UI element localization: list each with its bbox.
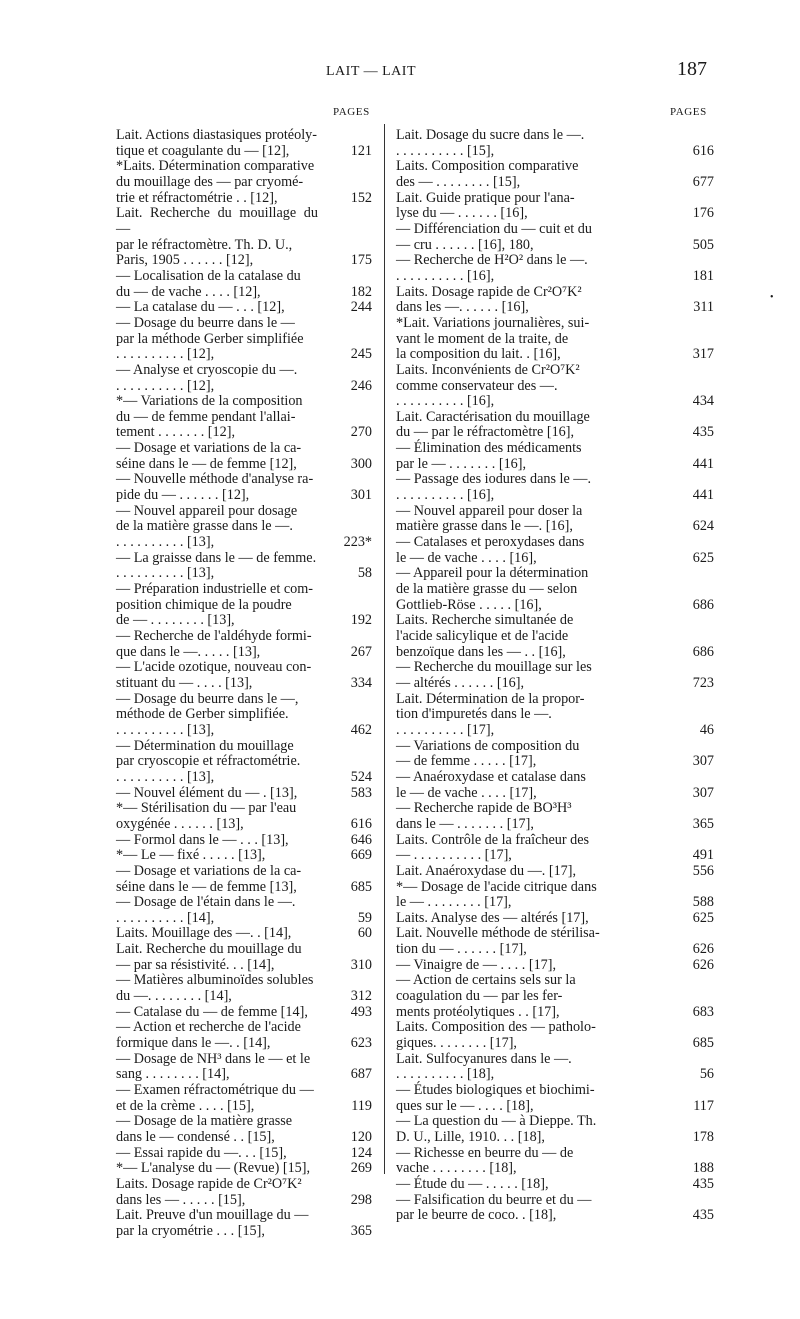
entry-page-number: 188 bbox=[692, 1160, 714, 1177]
index-entry bbox=[116, 864, 372, 895]
index-entry bbox=[396, 535, 714, 566]
entry-text: Lait. Dosage du sucre dans le —. . . . . . . . . . . [15], bbox=[396, 127, 585, 159]
index-column-left bbox=[116, 128, 372, 1240]
entry-page-number: 120 bbox=[350, 1129, 372, 1145]
entry-page-number: 687 bbox=[350, 1066, 372, 1083]
index-entry bbox=[116, 582, 372, 629]
index-entry bbox=[116, 1020, 372, 1051]
entry-page-number: 175 bbox=[350, 252, 372, 269]
entry-page-number: 121 bbox=[350, 142, 372, 159]
entry-text: — Étude du — . . . . . [18], bbox=[396, 1175, 549, 1192]
index-entry bbox=[116, 206, 372, 269]
entry-page-number: 267 bbox=[350, 643, 372, 660]
entry-page-number: 588 bbox=[692, 894, 714, 911]
entry-text: Laits. Recherche simultanée de l'acide salicylique et de l'acide benzoïque dans les — . . [16], bbox=[396, 612, 574, 660]
entry-page-number: 685 bbox=[692, 1035, 714, 1052]
entry-text: — Recherche du mouillage sur les — altérés . . . . . . [16], bbox=[396, 659, 592, 691]
index-entry bbox=[396, 660, 714, 691]
entry-text: *— Le — fixé . . . . . [13], bbox=[116, 847, 266, 864]
entry-page-number: 334 bbox=[350, 674, 372, 691]
index-entry bbox=[396, 801, 714, 832]
index-entry bbox=[396, 692, 714, 739]
index-entry bbox=[116, 441, 372, 472]
entry-text: Laits. Mouillage des —. . [14], bbox=[116, 925, 292, 942]
entry-page-number: 181 bbox=[692, 267, 714, 284]
entry-text: — Analyse et cryoscopie du —. . . . . . . . . . . [12], bbox=[116, 361, 298, 394]
entry-page-number: 683 bbox=[692, 1003, 714, 1020]
entry-page-number: 311 bbox=[693, 299, 714, 316]
entry-text: — Dosage et variations de la ca- séine dans le — de femme [13], bbox=[116, 862, 302, 895]
entry-text: — La graisse dans le — de femme. . . . . . . . . . . [13], bbox=[116, 549, 317, 582]
entry-page-number: 58 bbox=[357, 565, 372, 582]
entry-text: — Dosage de NH³ dans le — et le sang . . . . . . . . [14], bbox=[116, 1050, 311, 1083]
entry-page-number: 59 bbox=[357, 909, 372, 926]
entry-page-number: 176 bbox=[692, 205, 714, 222]
entry-page-number: 624 bbox=[692, 518, 714, 535]
entry-text: Laits. Composition des — patholo- giques. . . . . . . . [17], bbox=[396, 1019, 596, 1052]
entry-text: Laits. Composition comparative des — . . . . . . . . [15], bbox=[396, 158, 579, 190]
entry-text: — Richesse en beurre du — de vache . . . . . . . . [18], bbox=[396, 1144, 574, 1177]
entry-page-number: 616 bbox=[692, 142, 714, 159]
index-entry bbox=[116, 1146, 372, 1162]
index-entry bbox=[116, 1161, 372, 1177]
entry-page-number: 307 bbox=[692, 753, 714, 770]
index-entry bbox=[116, 316, 372, 363]
entry-page-number: 505 bbox=[692, 236, 714, 253]
entry-text: — Dosage et variations de la ca- séine dans le — de femme [12], bbox=[116, 440, 302, 472]
index-entry bbox=[396, 613, 714, 660]
entry-page-number: 124 bbox=[350, 1144, 372, 1161]
entry-page-number: 524 bbox=[350, 768, 372, 785]
entry-page-number: 625 bbox=[692, 909, 714, 926]
entry-text: *Lait. Variations journalières, sui- vant le moment de la traite, de la composition du lait. . [16], bbox=[396, 314, 590, 363]
index-entry bbox=[116, 942, 372, 973]
index-entry bbox=[396, 566, 714, 613]
entry-text: — La catalase du — . . . [12], bbox=[116, 299, 285, 316]
entry-page-number: 312 bbox=[350, 988, 372, 1005]
entry-page-number: 626 bbox=[692, 941, 714, 958]
index-entry bbox=[116, 1005, 372, 1021]
entry-text: Laits. Dosage rapide de Cr²O⁷K² dans les —. . . . . . [16], bbox=[396, 283, 582, 316]
entry-text: — Dosage du beurre dans le —, méthode de Gerber simplifiée. . . . . . . . . . . [13], bbox=[116, 690, 299, 738]
entry-text: Lait. Recherche du mouillage du — par sa résistivité. . . [14], bbox=[116, 941, 302, 973]
entry-page-number: 300 bbox=[350, 455, 372, 472]
running-title: LAIT — LAIT bbox=[326, 64, 416, 79]
running-header bbox=[0, 58, 800, 86]
index-entry bbox=[116, 786, 372, 802]
stray-mark: • bbox=[770, 292, 774, 303]
entry-text: Laits. Analyse des — altérés [17], bbox=[396, 909, 589, 926]
entry-page-number: 307 bbox=[692, 784, 714, 801]
entry-page-number: 556 bbox=[692, 862, 714, 879]
entry-page-number: 223* bbox=[343, 534, 372, 551]
entry-text: — Formol dans le — . . . [13], bbox=[116, 831, 289, 848]
entry-page-number: 685 bbox=[350, 878, 372, 895]
entry-page-number: 317 bbox=[692, 346, 714, 363]
entry-text: *— Dosage de l'acide citrique dans le — . . . . . . . . [17], bbox=[396, 878, 597, 911]
index-entry bbox=[396, 770, 714, 801]
entry-text: — Élimination des médicaments par le — . . . . . . . [16], bbox=[396, 440, 582, 472]
index-entry bbox=[116, 1114, 372, 1145]
index-entry bbox=[396, 973, 714, 1020]
index-entry bbox=[396, 958, 714, 974]
pages-column-header-right: PAGES bbox=[670, 106, 707, 118]
entry-text: — Recherche rapide de BO³H³ dans le — . . . . . . . [17], bbox=[396, 800, 572, 832]
entry-page-number: 623 bbox=[350, 1035, 372, 1052]
entry-text: Lait. Détermination de la propor- tion d'impuretés dans le —. . . . . . . . . . . [17], bbox=[396, 690, 585, 738]
entry-page-number: 182 bbox=[350, 283, 372, 300]
entry-text: — Catalase du — de femme [14], bbox=[116, 1003, 308, 1020]
index-entry bbox=[396, 739, 714, 770]
index-entry bbox=[396, 926, 714, 957]
index-entry bbox=[396, 191, 714, 222]
entry-page-number: 625 bbox=[692, 549, 714, 566]
pages-column-header-left: PAGES bbox=[333, 106, 370, 118]
entry-text: — Recherche de l'aldéhyde formi- que dans le —. . . . . [13], bbox=[116, 628, 312, 660]
entry-text: — Nouvel élément du — . [13], bbox=[116, 784, 298, 801]
entry-text: — Préparation industrielle et com- position chimique de la poudre de — . . . . . . . . [13], bbox=[116, 581, 313, 629]
index-entry bbox=[116, 1177, 372, 1208]
index-entry bbox=[396, 253, 714, 284]
entry-page-number: 269 bbox=[350, 1160, 372, 1177]
entry-text: Lait. Caractérisation du mouillage du — par le réfractomètre [16], bbox=[396, 408, 590, 441]
entry-text: Lait. Actions diastasiques protéoly- tique et coagulante du — [12], bbox=[116, 127, 317, 159]
page-number: 187 bbox=[677, 58, 707, 80]
entry-page-number: 270 bbox=[350, 424, 372, 441]
entry-text: — La question du — à Dieppe. Th. D. U., Lille, 1910. . . [18], bbox=[396, 1113, 597, 1145]
entry-page-number: 298 bbox=[350, 1191, 372, 1208]
entry-page-number: 583 bbox=[350, 784, 372, 801]
entry-page-number: 435 bbox=[692, 424, 714, 441]
index-entry bbox=[116, 551, 372, 582]
index-entry bbox=[396, 911, 714, 927]
entry-page-number: 441 bbox=[692, 487, 714, 504]
entry-page-number: 245 bbox=[350, 346, 372, 363]
index-entry bbox=[116, 629, 372, 660]
entry-text: Laits. Dosage rapide de Cr²O⁷K² dans les — . . . . . [15], bbox=[116, 1175, 302, 1208]
entry-page-number: 677 bbox=[692, 173, 714, 190]
entry-text: — Falsification du beurre et du — par le beurre de coco. . [18], bbox=[396, 1191, 592, 1224]
index-entry bbox=[116, 848, 372, 864]
index-entry bbox=[396, 128, 714, 159]
index-entry bbox=[116, 895, 372, 926]
index-entry bbox=[396, 880, 714, 911]
entry-text: Lait. Nouvelle méthode de stérilisa- tion du — . . . . . . [17], bbox=[396, 925, 600, 958]
index-entry bbox=[116, 472, 372, 503]
entry-text: — Catalases et peroxydases dans le — de vache . . . . [16], bbox=[396, 534, 585, 566]
index-entry bbox=[116, 269, 372, 300]
entry-text: — Vinaigre de — . . . . [17], bbox=[396, 956, 557, 973]
entry-text: Lait. Guide pratique pour l'ana- lyse du — . . . . . . [16], bbox=[396, 189, 575, 222]
entry-text: *— Stérilisation du — par l'eau oxygénée . . . . . . [13], bbox=[116, 800, 297, 832]
index-entry bbox=[116, 394, 372, 441]
index-entry bbox=[116, 692, 372, 739]
entry-page-number: 310 bbox=[350, 956, 372, 973]
entry-page-number: 152 bbox=[350, 189, 372, 206]
entry-page-number: 178 bbox=[692, 1129, 714, 1145]
entry-page-number: 435 bbox=[692, 1175, 714, 1192]
entry-text: — Passage des iodures dans le —. . . . . . . . . . . [16], bbox=[396, 471, 592, 504]
entry-page-number: 246 bbox=[350, 377, 372, 394]
entry-text: — Détermination du mouillage par cryoscopie et réfractométrie. . . . . . . . . . . [13], bbox=[116, 737, 301, 785]
index-entry bbox=[396, 833, 714, 864]
index-entry bbox=[396, 441, 714, 472]
entry-page-number: 626 bbox=[692, 956, 714, 973]
index-entry bbox=[116, 926, 372, 942]
index-entry bbox=[116, 504, 372, 551]
entry-page-number: 441 bbox=[692, 455, 714, 472]
entry-page-number: 117 bbox=[693, 1097, 714, 1114]
index-entry bbox=[116, 739, 372, 786]
entry-text: — Dosage du beurre dans le — par la méthode Gerber simplifiée . . . . . . . . . . [12], bbox=[116, 314, 304, 363]
entry-page-number: 686 bbox=[692, 596, 714, 613]
entry-page-number: 491 bbox=[692, 847, 714, 864]
index-entry bbox=[396, 1114, 714, 1145]
entry-page-number: 462 bbox=[350, 721, 372, 738]
index-entry bbox=[396, 363, 714, 410]
entry-text: — L'acide ozotique, nouveau con- stituant du — . . . . [13], bbox=[116, 659, 312, 691]
entry-text: Lait. Anaéroxydase du —. [17], bbox=[396, 862, 577, 879]
entry-text: *— Variations de la composition du — de femme pendant l'allai- tement . . . . . . . [12], bbox=[116, 393, 303, 441]
entry-text: Laits. Contrôle de la fraîcheur des — . . . . . . . . . . [17], bbox=[396, 831, 590, 864]
index-entry bbox=[396, 1083, 714, 1114]
index-column-right bbox=[396, 128, 714, 1224]
index-entry bbox=[396, 1146, 714, 1177]
index-entry bbox=[396, 1193, 714, 1224]
entry-page-number: 244 bbox=[350, 299, 372, 316]
index-entry bbox=[116, 973, 372, 1004]
index-entry bbox=[396, 285, 714, 316]
entry-page-number: 686 bbox=[692, 643, 714, 660]
entry-text: — Nouvelle méthode d'analyse ra- pide du — . . . . . . [12], bbox=[116, 471, 314, 504]
entry-page-number: 56 bbox=[699, 1066, 714, 1083]
entry-page-number: 669 bbox=[350, 847, 372, 864]
entry-text: — Localisation de la catalase du du — de vache . . . . [12], bbox=[116, 267, 301, 300]
entry-page-number: 616 bbox=[350, 815, 372, 832]
entry-page-number: 435 bbox=[692, 1207, 714, 1224]
index-entry bbox=[116, 159, 372, 206]
entry-page-number: 192 bbox=[350, 612, 372, 629]
index-entry bbox=[116, 833, 372, 849]
entry-text: — Matières albuminoïdes solubles du —. . . . . . . . [14], bbox=[116, 972, 314, 1005]
entry-page-number: 60 bbox=[357, 925, 372, 942]
entry-text: Lait. Recherche du mouillage du — par le réfractomètre. Th. D. U., Paris, 1905 . . . . . . [12], bbox=[116, 205, 318, 269]
entry-page-number: 46 bbox=[699, 721, 714, 738]
entry-text: — Nouvel appareil pour dosage de la matière grasse dans le —. . . . . . . . . . . [13], bbox=[116, 502, 298, 551]
index-entry bbox=[396, 410, 714, 441]
entry-page-number: 723 bbox=[692, 674, 714, 691]
entry-text: — Action et recherche de l'acide formique dans le —. . [14], bbox=[116, 1019, 301, 1052]
index-entry bbox=[116, 660, 372, 691]
index-entry bbox=[396, 1052, 714, 1083]
entry-page-number: 646 bbox=[350, 831, 372, 848]
column-divider bbox=[384, 124, 385, 1174]
index-entry bbox=[396, 222, 714, 253]
entry-page-number: 493 bbox=[350, 1003, 372, 1020]
index-entry bbox=[396, 472, 714, 503]
entry-text: — Nouvel appareil pour doser la matière grasse dans le —. [16], bbox=[396, 502, 583, 535]
entry-text: — Recherche de H²O² dans le —. . . . . . . . . . . [16], bbox=[396, 252, 588, 284]
entry-text: *— L'analyse du — (Revue) [15], bbox=[116, 1160, 311, 1177]
entry-text: — Appareil pour la détermination de la matière grasse du — selon Gottlieb-Röse . . . . . [16], bbox=[396, 565, 589, 613]
entry-page-number: 434 bbox=[692, 393, 714, 410]
index-entry bbox=[396, 504, 714, 535]
index-entry bbox=[116, 300, 372, 316]
index-entry bbox=[116, 1083, 372, 1114]
entry-page-number: 119 bbox=[351, 1097, 372, 1114]
index-entry bbox=[116, 363, 372, 394]
entry-text: Lait. Sulfocyanures dans le —. . . . . . . . . . . [18], bbox=[396, 1050, 572, 1083]
entry-page-number: 365 bbox=[350, 1222, 372, 1239]
entry-page-number: 301 bbox=[350, 487, 372, 504]
entry-text: Lait. Preuve d'un mouillage du — par la cryométrie . . . [15], bbox=[116, 1207, 309, 1239]
index-entry bbox=[396, 864, 714, 880]
entry-text: — Examen réfractométrique du — et de la crème . . . . [15], bbox=[116, 1082, 314, 1114]
index-entry bbox=[116, 1052, 372, 1083]
entry-text: — Anaéroxydase et catalase dans le — de vache . . . . [17], bbox=[396, 768, 586, 801]
entry-text: — Essai rapide du —. . . [15], bbox=[116, 1144, 287, 1161]
entry-text: *Laits. Détermination comparative du mouillage des — par cryomé- trie et réfractométrie . . [12], bbox=[116, 158, 315, 206]
index-entry bbox=[396, 1177, 714, 1193]
entry-page-number: 365 bbox=[692, 815, 714, 832]
entry-text: — Variations de composition du — de femme . . . . . [17], bbox=[396, 737, 580, 770]
index-entry bbox=[396, 1020, 714, 1051]
index-entry bbox=[396, 159, 714, 190]
index-entry bbox=[396, 316, 714, 363]
index-entry bbox=[116, 128, 372, 159]
entry-text: — Différenciation du — cuit et du — cru . . . . . . [16], 180, bbox=[396, 220, 592, 253]
index-entry bbox=[116, 1208, 372, 1239]
entry-text: — Études biologiques et biochimi- ques sur le — . . . . [18], bbox=[396, 1082, 595, 1114]
entry-text: — Dosage de l'étain dans le —. . . . . . . . . . . [14], bbox=[116, 894, 296, 926]
entry-text: Laits. Inconvénients de Cr²O⁷K² comme conservateur des —. . . . . . . . . . . [16], bbox=[396, 361, 580, 410]
entry-text: — Action de certains sels sur la coagulation du — par les fer- ments protéolytiques . . [17], bbox=[396, 972, 576, 1020]
index-entry bbox=[116, 801, 372, 832]
entry-text: — Dosage de la matière grasse dans le — condensé . . [15], bbox=[116, 1113, 293, 1145]
